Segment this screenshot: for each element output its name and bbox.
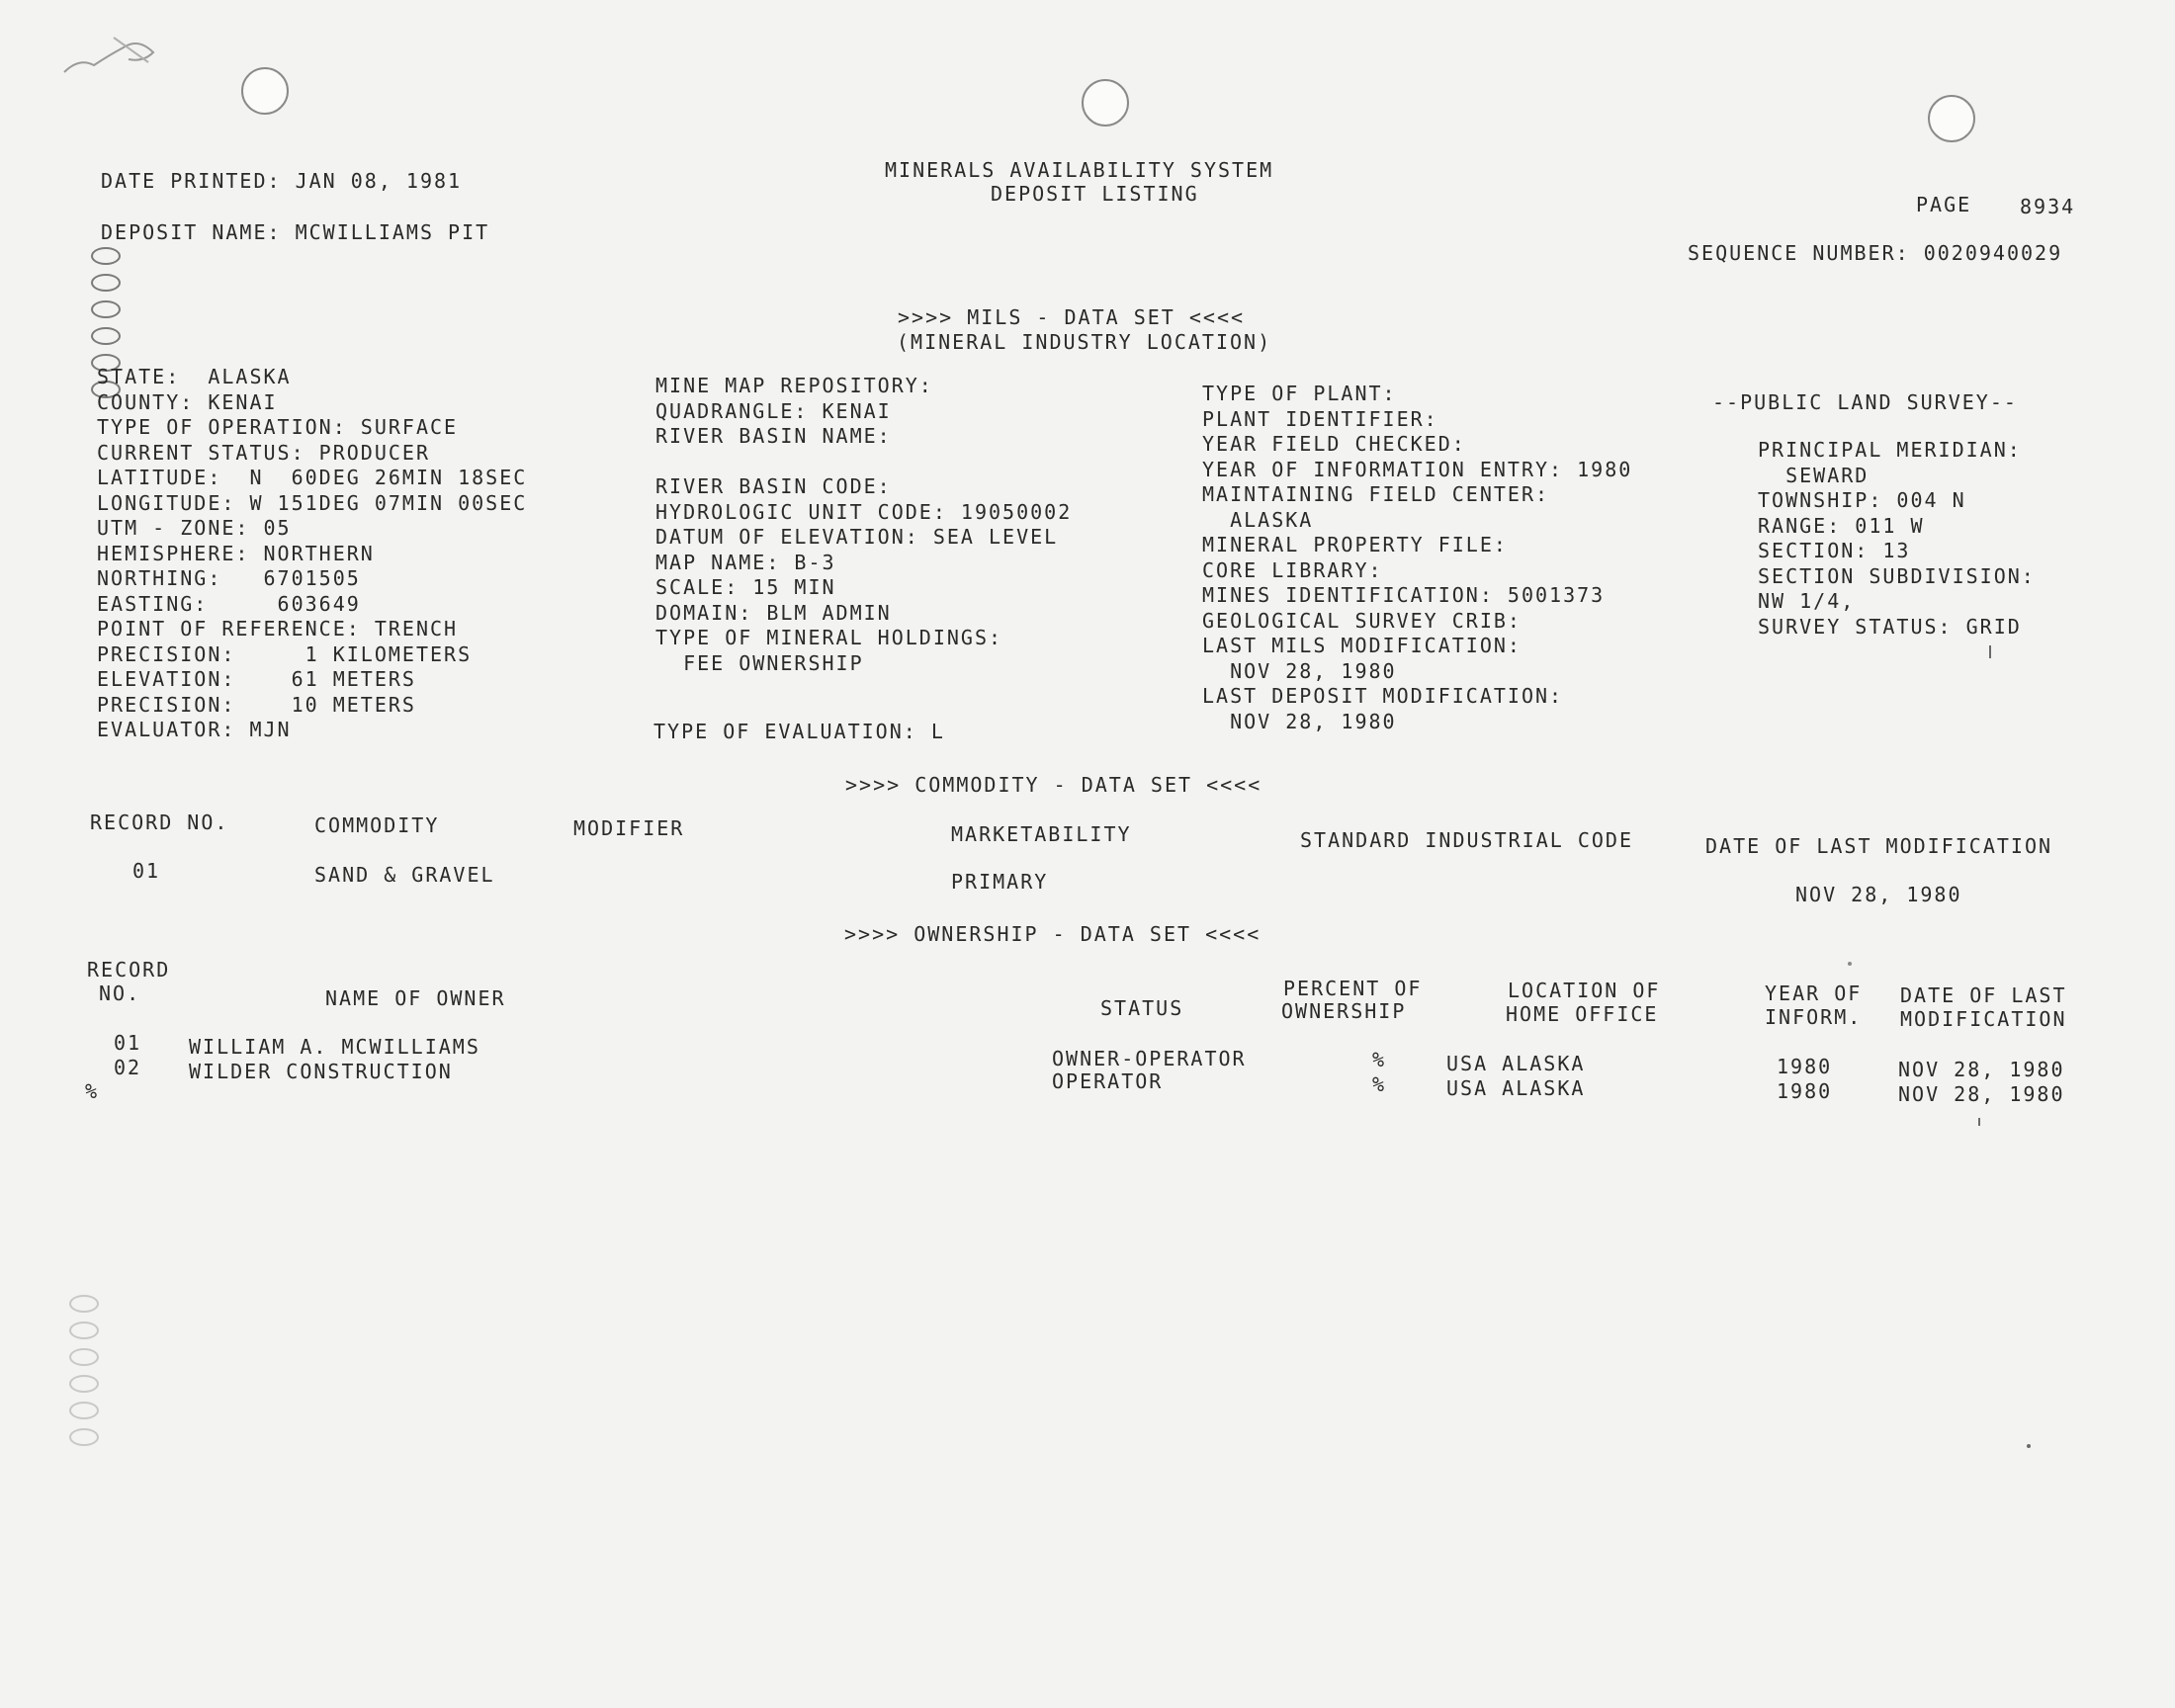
commodity-row-record: 01 [132,859,161,883]
field-geological-survey-crib: GEOLOGICAL SURVEY CRIB: [1202,608,1522,633]
field-quadrangle: QUADRANGLE: KENAI [655,398,892,423]
sequence-number: SEQUENCE NUMBER: 0020940029 [1688,241,2063,265]
field-type-of-evaluation: TYPE OF EVALUATION: L [653,720,945,743]
ownership-row-2-location: USA ALASKA [1446,1076,1586,1100]
field-state: STATE: ALASKA [97,365,292,388]
field-year-field-checked: YEAR FIELD CHECKED: [1202,432,1466,456]
date-printed: DATE PRINTED: JAN 08, 1981 [101,169,463,193]
field-datum-of-elevation: DATUM OF ELEVATION: SEA LEVEL [655,525,1059,549]
commodity-row-commodity: SAND & GRAVEL [314,863,495,887]
ownership-header-modification: MODIFICATION [1900,1007,2067,1031]
field-field-center-value: ALASKA [1202,507,1314,532]
ownership-row-2-year: 1980 [1777,1079,1833,1103]
field-northing: NORTHING: 6701505 [97,566,361,590]
field-township: TOWNSHIP: 004 N [1758,488,1966,512]
field-river-basin-code: RIVER BASIN CODE: [655,474,892,498]
ownership-row-1-status: OWNER-OPERATOR [1052,1047,1247,1070]
ownership-row-1-record: 01 [114,1031,142,1055]
field-evaluator: EVALUATOR: MJN [97,718,292,741]
field-county: COUNTY: KENAI [97,389,278,414]
ownership-row-2-record: 02 [114,1056,142,1079]
field-longitude: LONGITUDE: W 151DEG 07MIN 00SEC [97,490,528,515]
commodity-header-record-no: RECORD NO. [90,811,229,834]
ownership-row-1-location: USA ALASKA [1446,1052,1586,1075]
field-domain: DOMAIN: BLM ADMIN [655,600,892,625]
field-range: RANGE: 011 W [1758,513,1925,538]
field-point-of-reference: POINT OF REFERENCE: TRENCH [97,617,459,640]
commodity-row-date: NOV 28, 1980 [1795,883,1962,906]
field-subdivision-value: NW 1/4, [1758,589,1856,613]
ownership-header-name: NAME OF OWNER [325,986,506,1010]
ownership-header-year: YEAR OF [1765,982,1863,1005]
field-last-mils-modification-date: NOV 28, 1980 [1202,658,1397,683]
end-of-record-mark: % [85,1079,100,1103]
field-meridian-value: SEWARD [1758,463,1870,487]
field-river-basin-name: RIVER BASIN NAME: [655,424,892,448]
field-mineral-property-file: MINERAL PROPERTY FILE: [1202,533,1508,556]
field-hydrologic-unit-code: HYDROLOGIC UNIT CODE: 19050002 [655,499,1073,524]
ownership-header-status: STATUS [1100,996,1184,1020]
ownership-header-home-office: HOME OFFICE [1506,1002,1659,1026]
field-type-of-plant: TYPE OF PLANT: [1202,382,1397,405]
field-section: SECTION: 13 [1758,539,1911,562]
public-land-survey-heading: --PUBLIC LAND SURVEY-- [1712,390,2018,414]
ownership-row-2-date: NOV 28, 1980 [1898,1082,2065,1106]
lower-margin-marks [69,1295,99,1455]
field-last-deposit-modification-date: NOV 28, 1980 [1202,709,1397,733]
field-current-status: CURRENT STATUS: PRODUCER [97,440,430,465]
field-last-deposit-modification: LAST DEPOSIT MODIFICATION: [1202,684,1564,708]
field-plant-identifier: PLANT IDENTIFIER: [1202,406,1438,431]
system-title: MINERALS AVAILABILITY SYSTEM [885,158,1274,182]
ownership-header-location: LOCATION OF [1508,979,1661,1002]
field-scale: SCALE: 15 MIN [655,575,836,599]
field-utm-zone: UTM - ZONE: 05 [97,516,292,540]
commodity-heading: >>>> COMMODITY - DATA SET <<<< [845,773,1262,797]
ownership-row-2-status: OPERATOR [1052,1069,1164,1093]
mils-subheading: (MINERAL INDUSTRY LOCATION) [897,330,1272,354]
field-precision: PRECISION: 1 KILOMETERS [97,641,473,666]
field-mines-identification: MINES IDENTIFICATION: 5001373 [1202,583,1606,607]
ownership-header-record-no: NO. [99,982,141,1005]
field-principal-meridian: PRINCIPAL MERIDIAN: [1758,438,2022,462]
field-operation-type: TYPE OF OPERATION: SURFACE [97,415,459,439]
mils-heading: >>>> MILS - DATA SET <<<< [898,305,1246,329]
field-mineral-holdings: TYPE OF MINERAL HOLDINGS: [655,626,1003,649]
field-maintaining-field-center: MAINTAINING FIELD CENTER: [1202,482,1550,506]
ownership-row-1-percent: % [1372,1048,1387,1071]
ownership-header-percent: PERCENT OF [1283,977,1423,1000]
page-number: 8934 [2020,195,2076,218]
ownership-row-1-year: 1980 [1777,1055,1833,1078]
ownership-heading: >>>> OWNERSHIP - DATA SET <<<< [844,922,1262,946]
commodity-header-date-modified: DATE OF LAST MODIFICATION [1705,834,2053,858]
ownership-header-inform: INFORM. [1765,1005,1863,1029]
ownership-row-1-date: NOV 28, 1980 [1898,1058,2065,1081]
field-survey-status: SURVEY STATUS: GRID [1758,614,2022,639]
field-map-name: MAP NAME: B-3 [655,550,836,574]
ownership-header-date-last: DATE OF LAST [1900,983,2067,1007]
field-fee-ownership: FEE OWNERSHIP [655,650,864,675]
field-latitude: LATITUDE: N 60DEG 26MIN 18SEC [97,466,528,489]
commodity-header-modifier: MODIFIER [573,816,685,840]
field-core-library: CORE LIBRARY: [1202,557,1383,582]
commodity-header-marketability: MARKETABILITY [951,822,1132,846]
commodity-header-commodity: COMMODITY [314,813,440,837]
ownership-header-record: RECORD [87,958,171,982]
listing-title: DEPOSIT LISTING [991,182,1199,206]
field-easting: EASTING: 603649 [97,591,361,616]
field-mine-map-repository: MINE MAP REPOSITORY: [655,374,933,397]
field-section-subdivision: SECTION SUBDIVISION: [1758,563,2036,588]
field-elevation-precision: PRECISION: 10 METERS [97,692,416,717]
ownership-row-2-name: WILDER CONSTRUCTION [189,1060,453,1083]
commodity-row-marketability: PRIMARY [951,870,1049,894]
ownership-row-2-percent: % [1372,1072,1387,1096]
field-hemisphere: HEMISPHERE: NORTHERN [97,541,375,565]
field-last-mils-modification: LAST MILS MODIFICATION: [1202,634,1522,657]
ownership-header-ownership: OWNERSHIP [1281,999,1407,1023]
deposit-name: DEPOSIT NAME: MCWILLIAMS PIT [101,220,490,244]
ownership-row-1-name: WILLIAM A. MCWILLIAMS [189,1035,480,1059]
page-label: PAGE [1916,193,1972,216]
field-year-information-entry: YEAR OF INFORMATION ENTRY: 1980 [1202,457,1633,481]
field-elevation: ELEVATION: 61 METERS [97,667,416,691]
commodity-header-sic: STANDARD INDUSTRIAL CODE [1300,828,1633,852]
